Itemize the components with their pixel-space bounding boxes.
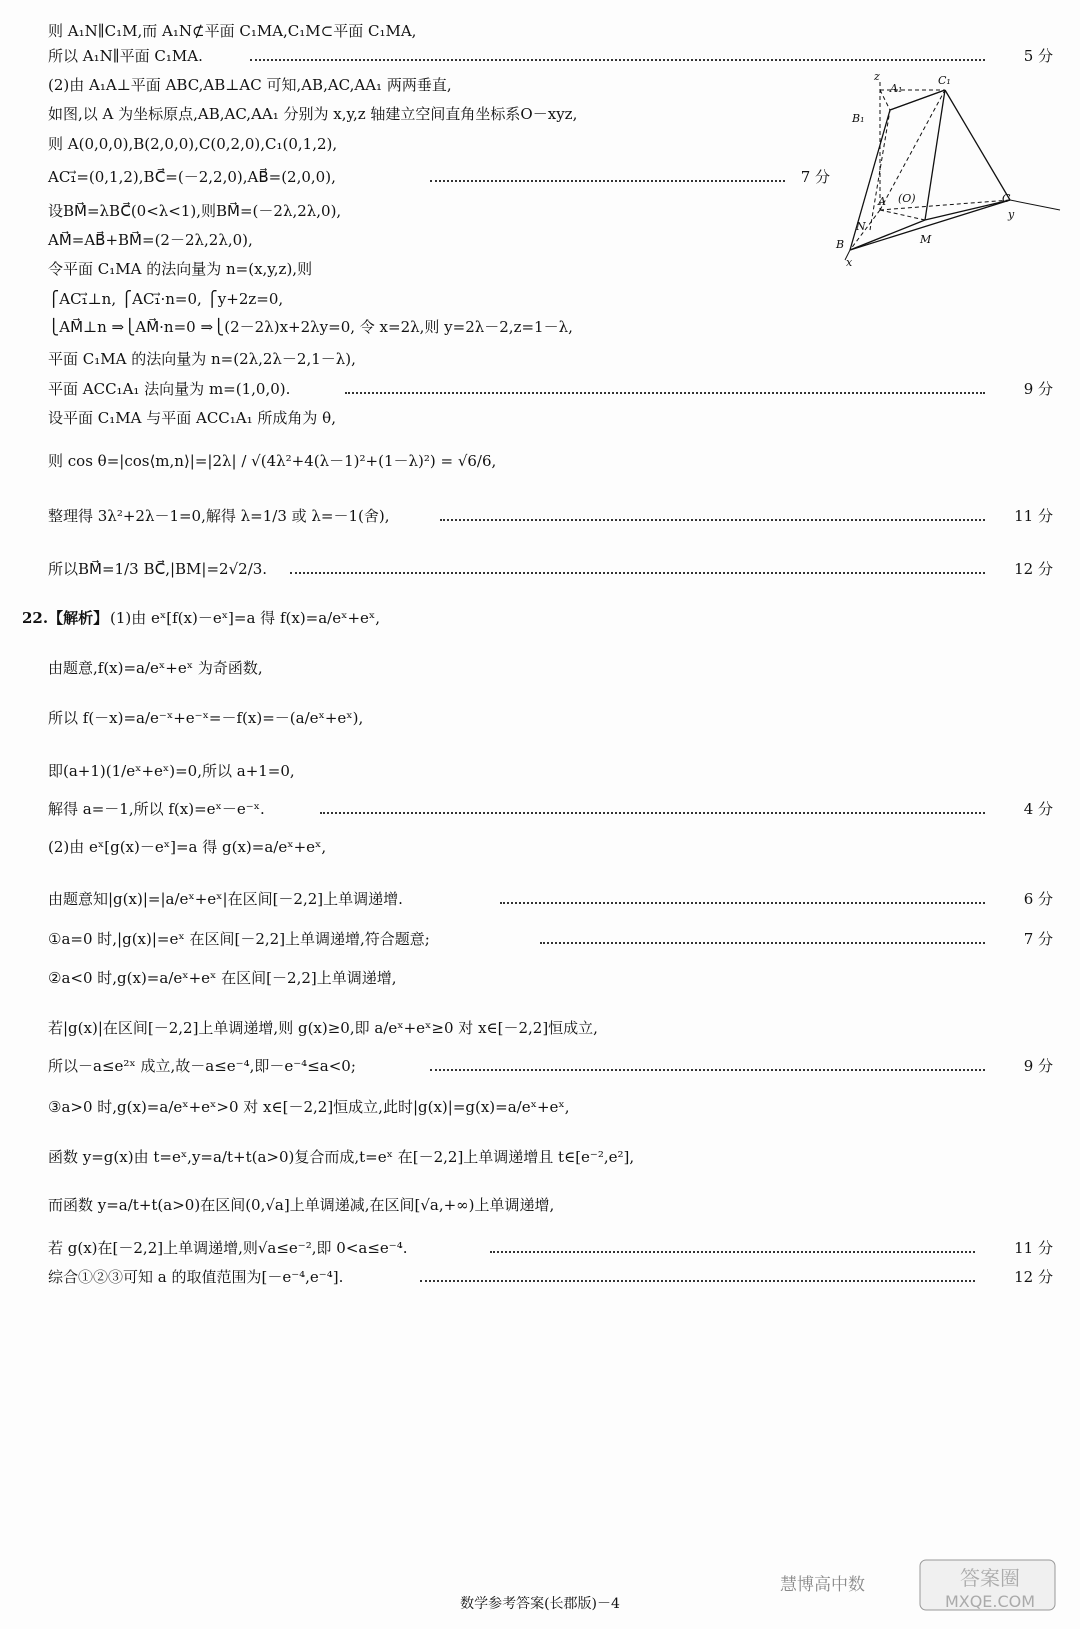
leader-dots — [500, 902, 985, 904]
score-mark: 11 分 — [1014, 507, 1053, 525]
leader-dots — [345, 392, 985, 394]
solution-line: (1)由 eˣ[f(x)－eˣ]=a 得 f(x)=a/eˣ+eˣ, — [110, 609, 381, 627]
solution-line: ⎩AM⃗⊥n ⇒⎩AM⃗·n=0 ⇒⎩(2－2λ)x+2λy=0, 令 x=2λ,则 y=2λ－2,z=1－λ, — [48, 318, 573, 336]
leader-dots — [320, 812, 985, 814]
page-footer: 数学参考答案(长郡版)－4 — [460, 1596, 620, 1612]
question-number: 22.【解析】 — [22, 609, 109, 627]
solution-line: 若 g(x)在[－2,2]上单调递增,则√a≤e⁻²,即 0<a≤e⁻⁴. — [48, 1239, 408, 1257]
solution-line: 解得 a=－1,所以 f(x)=eˣ－e⁻ˣ. — [48, 800, 265, 818]
prism-diagram — [836, 70, 1070, 280]
solution-line: ③a>0 时,g(x)=a/eˣ+eˣ>0 对 x∈[－2,2]恒成立,此时|g(x)|=g(x)=a/eˣ+eˣ, — [48, 1098, 570, 1116]
solution-line: 所以 f(－x)=a/e⁻ˣ+e⁻ˣ=－f(x)=－(a/eˣ+eˣ), — [48, 709, 364, 727]
leader-dots — [290, 572, 985, 574]
leader-dots — [440, 519, 985, 521]
solution-line: 平面 C₁MA 的法向量为 n=(2λ,2λ－2,1－λ), — [48, 350, 356, 368]
solution-line: 由题意知|g(x)|=|a/eˣ+eˣ|在区间[－2,2]上单调递增. — [48, 890, 403, 908]
solution-line: (2)由 A₁A⊥平面 ABC,AB⊥AC 可知,AB,AC,AA₁ 两两垂直, — [48, 76, 452, 94]
label-B: B — [836, 238, 845, 251]
score-mark: 9 分 — [1023, 380, 1053, 398]
label-C1: C₁ — [938, 74, 951, 87]
solution-line: 设平面 C₁MA 与平面 ACC₁A₁ 所成角为 θ, — [48, 409, 336, 427]
solution-line: 令平面 C₁MA 的法向量为 n=(x,y,z),则 — [48, 260, 313, 278]
solution-line: 设BM⃗=λBC⃗(0<λ<1),则BM⃗=(－2λ,2λ,0), — [48, 202, 342, 220]
solution-line: ①a=0 时,|g(x)|=eˣ 在区间[－2,2]上单调递增,符合题意; — [48, 930, 430, 948]
solution-line: 则 cos θ=|cos⟨m,n⟩|=|2λ| / √(4λ²+4(λ－1)²+(1－λ)²) = √6/6, — [48, 452, 497, 470]
score-mark: 12 分 — [1014, 1268, 1053, 1286]
label-A1: A₁ — [890, 82, 903, 95]
leader-dots — [420, 1280, 975, 1282]
label-N: N — [856, 220, 866, 233]
solution-line: ⎧AC₁⃗⊥n, ⎧AC₁⃗·n=0, ⎧y+2z=0, — [48, 290, 284, 308]
score-mark: 7 分 — [800, 168, 830, 186]
score-mark: 5 分 — [1023, 47, 1053, 65]
score-mark: 6 分 — [1023, 890, 1053, 908]
label-z: z — [874, 70, 880, 83]
label-B1: B₁ — [852, 112, 865, 125]
leader-dots — [430, 180, 785, 182]
score-mark: 7 分 — [1023, 930, 1053, 948]
label-A: A — [878, 195, 886, 208]
solution-line: 平面 ACC₁A₁ 法向量为 m=(1,0,0). — [48, 380, 291, 398]
solution-line: 而函数 y=a/t+t(a>0)在区间(0,√a]上单调递减,在区间[√a,+∞)上单调递增, — [48, 1196, 555, 1214]
leader-dots — [490, 1251, 975, 1253]
solution-line: 则 A₁N∥C₁M,而 A₁N⊄平面 C₁MA,C₁M⊂平面 C₁MA, — [48, 22, 417, 40]
svg-text:答案圈: 答案圈 — [960, 1566, 1020, 1590]
watermark-source: 慧博高中数 — [780, 1575, 865, 1595]
label-C: C — [1002, 192, 1011, 205]
solution-line: 如图,以 A 为坐标原点,AB,AC,AA₁ 分别为 x,y,z 轴建立空间直角坐标系O－xyz, — [48, 105, 578, 123]
solution-line: AC₁⃗=(0,1,2),BC⃗=(－2,2,0),AB⃗=(2,0,0), — [48, 168, 336, 186]
solution-line: 所以－a≤e²ˣ 成立,故－a≤e⁻⁴,即－e⁻⁴≤a<0; — [48, 1057, 356, 1075]
solution-line: 综合①②③可知 a 的取值范围为[－e⁻⁴,e⁻⁴]. — [48, 1268, 344, 1286]
label-O: (O) — [898, 192, 916, 205]
svg-text:MXQE.COM: MXQE.COM — [944, 1592, 1036, 1611]
solution-line: AM⃗=AB⃗+BM⃗=(2－2λ,2λ,0), — [48, 231, 253, 249]
solution-line: 若|g(x)|在区间[－2,2]上单调递增,则 g(x)≥0,即 a/eˣ+eˣ≥0 对 x∈[－2,2]恒成立, — [48, 1019, 598, 1037]
score-mark: 12 分 — [1014, 560, 1053, 578]
solution-line: ②a<0 时,g(x)=a/eˣ+eˣ 在区间[－2,2]上单调递增, — [48, 969, 397, 987]
solution-line: 整理得 3λ²+2λ－1=0,解得 λ=1/3 或 λ=－1(舍), — [48, 507, 390, 525]
leader-dots — [430, 1069, 985, 1071]
solution-line: 函数 y=g(x)由 t=eˣ,y=a/t+t(a>0)复合而成,t=eˣ 在[－2,2]上单调递增且 t∈[e⁻²,e²], — [48, 1148, 635, 1166]
solution-line: 所以 A₁N∥平面 C₁MA. — [48, 47, 203, 65]
score-mark: 4 分 — [1023, 800, 1053, 818]
score-mark: 9 分 — [1023, 1057, 1053, 1075]
solution-line: 则 A(0,0,0),B(2,0,0),C(0,2,0),C₁(0,1,2), — [48, 135, 338, 153]
leader-dots — [250, 59, 985, 61]
solution-line: 即(a+1)(1/eˣ+eˣ)=0,所以 a+1=0, — [48, 762, 295, 780]
label-y: y — [1008, 208, 1015, 221]
score-mark: 11 分 — [1014, 1239, 1053, 1257]
solution-line: 由题意,f(x)=a/eˣ+eˣ 为奇函数, — [48, 659, 263, 677]
label-M: M — [920, 233, 932, 246]
leader-dots — [540, 942, 985, 944]
solution-line: (2)由 eˣ[g(x)－eˣ]=a 得 g(x)=a/eˣ+eˣ, — [48, 838, 327, 856]
solution-line: 所以BM⃗=1/3 BC⃗,|BM|=2√2/3. — [48, 560, 268, 578]
label-x: x — [846, 256, 853, 269]
